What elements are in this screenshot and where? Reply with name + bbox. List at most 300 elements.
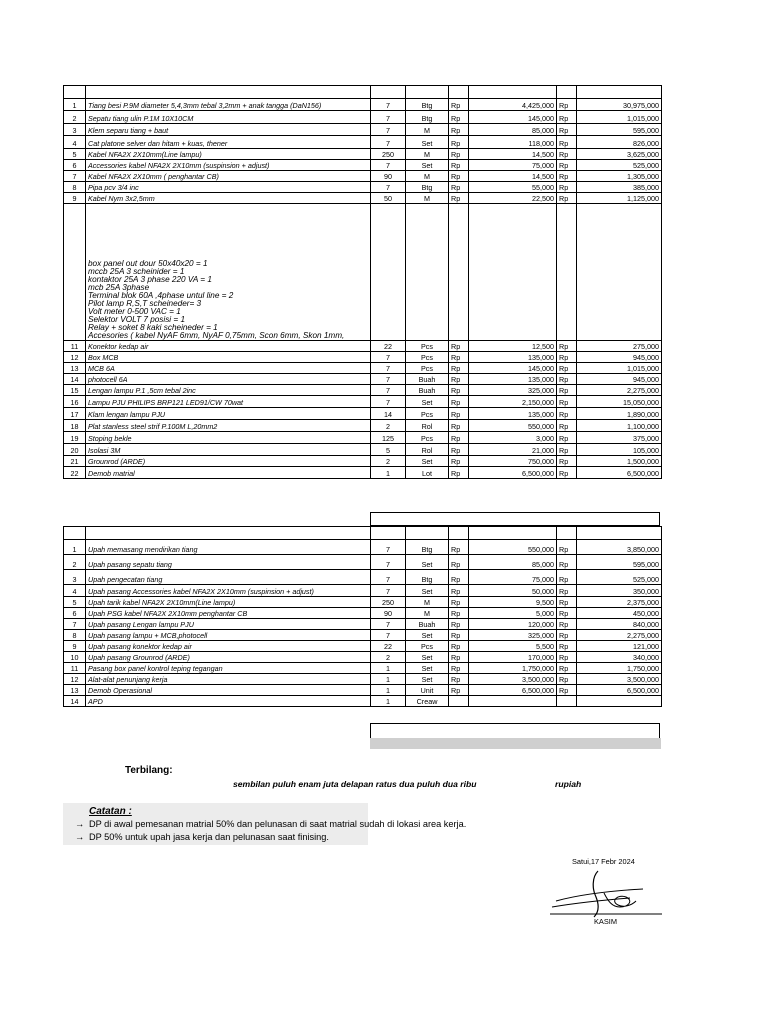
- cell-desc: Kabel Nym 3x2,5mm: [86, 193, 371, 204]
- cell-total: 945,000: [577, 374, 662, 385]
- cell-no: 21: [64, 456, 86, 467]
- cell-desc: Upah pasang lampu + MCB,photocell: [86, 630, 371, 641]
- cell-cur1: Rp: [449, 444, 469, 456]
- cell-cur2: Rp: [557, 641, 577, 652]
- cell-price: 550,000: [469, 540, 557, 555]
- cell-unit: Set: [406, 585, 449, 597]
- cell-unit: Buah: [406, 619, 449, 630]
- cell-cur1: Rp: [449, 585, 469, 597]
- cell-qty: 7: [371, 630, 406, 641]
- table-row: [64, 136, 662, 149]
- materials-table: [63, 85, 662, 479]
- cell-price: 118,000: [469, 136, 557, 149]
- signature-scribble-icon: [548, 867, 664, 919]
- terbilang-label: Terbilang:: [125, 765, 173, 776]
- cell-cur2: Rp: [557, 99, 577, 111]
- cell-price: 3,500,000: [469, 674, 557, 685]
- cell-desc: Cat platone selver dan hitam + kuas, thener: [86, 136, 371, 149]
- cell-price: 85,000: [469, 124, 557, 136]
- cell-desc: Upah pasang Accessories kabel NFA2X 2X10mm (suspinsion + adjust): [86, 585, 371, 597]
- table-row: [64, 570, 662, 585]
- cell-cur1: Rp: [449, 432, 469, 444]
- cell-price: 5,500: [469, 641, 557, 652]
- cell-no: 9: [64, 641, 86, 652]
- cell-qty: 7: [371, 570, 406, 585]
- cell-qty: 7: [371, 396, 406, 408]
- cell-no: 18: [64, 420, 86, 432]
- table-row: [64, 444, 662, 456]
- cell-price: 75,000: [469, 160, 557, 171]
- cell-unit: M: [406, 193, 449, 204]
- cell-price: 145,000: [469, 111, 557, 124]
- cell-no: 10: [64, 652, 86, 663]
- cell-price: 14,500: [469, 171, 557, 182]
- cell-cur2: Rp: [557, 674, 577, 685]
- cell-qty: 2: [371, 420, 406, 432]
- cell-desc: Upah memasang mendirikan tiang: [86, 540, 371, 555]
- cell-total: 6,500,000: [577, 685, 662, 696]
- cell-qty: 22: [371, 341, 406, 352]
- cell-no: 4: [64, 136, 86, 149]
- cell-price: 325,000: [469, 630, 557, 641]
- table-row: [64, 160, 662, 171]
- cell-cur1: Rp: [449, 149, 469, 160]
- cell-cur1: Rp: [449, 99, 469, 111]
- cell-unit: Pcs: [406, 408, 449, 420]
- cell-price: 22,500: [469, 193, 557, 204]
- cell-cur2: Rp: [557, 408, 577, 420]
- cell-unit: Lot: [406, 467, 449, 479]
- cell-price: 750,000: [469, 456, 557, 467]
- cell-qty: 1: [371, 696, 406, 707]
- cell-qty: 90: [371, 608, 406, 619]
- cell-total: 30,975,000: [577, 99, 662, 111]
- cell-desc: Upah pasang sepatu tiang: [86, 555, 371, 570]
- cell-desc: Grounrod (ARDE): [86, 456, 371, 467]
- cell-cur2: Rp: [557, 111, 577, 124]
- cell-no: 20: [64, 444, 86, 456]
- cell-cur2: Rp: [557, 352, 577, 363]
- table-row: [64, 619, 662, 630]
- table-row: [64, 149, 662, 160]
- cell-cur2: Rp: [557, 652, 577, 663]
- cell-qty: 7: [371, 111, 406, 124]
- cell-cur1: Rp: [449, 352, 469, 363]
- panel-line: mcb 25A 3phase: [88, 283, 150, 292]
- cell-unit: Set: [406, 630, 449, 641]
- table-header-row: [64, 527, 662, 540]
- cell-unit: M: [406, 171, 449, 182]
- cell-total: [577, 696, 662, 707]
- cell-total: 1,305,000: [577, 171, 662, 182]
- notes-title: Catatan :: [89, 806, 132, 817]
- table-row: [64, 182, 662, 193]
- cell-total: 350,000: [577, 585, 662, 597]
- cell-qty: 7: [371, 619, 406, 630]
- cell-unit: Pcs: [406, 432, 449, 444]
- cell-qty: 7: [371, 374, 406, 385]
- cell-desc: Accessories kabel NFA2X 2X10mm (suspinsion + adjust): [86, 160, 371, 171]
- cell-total: 840,000: [577, 619, 662, 630]
- cell-no: 22: [64, 467, 86, 479]
- table-row: [64, 171, 662, 182]
- cell-cur2: Rp: [557, 193, 577, 204]
- cell-desc: Demob matrial: [86, 467, 371, 479]
- cell-desc: Klam lengan lampu PJU: [86, 408, 371, 420]
- cell-unit: Set: [406, 396, 449, 408]
- cell-desc: Konektor kedap air: [86, 341, 371, 352]
- cell-price: 9,500: [469, 597, 557, 608]
- cell-price: 6,500,000: [469, 685, 557, 696]
- panel-line: Pilot lamp R,S,T scheineder= 3: [88, 299, 202, 308]
- cell-total: 945,000: [577, 352, 662, 363]
- cell-no: 8: [64, 182, 86, 193]
- cell-no: 7: [64, 171, 86, 182]
- cell-cur2: Rp: [557, 149, 577, 160]
- cell-cur2: Rp: [557, 385, 577, 396]
- cell-qty: 7: [371, 136, 406, 149]
- cell-no: 16: [64, 396, 86, 408]
- cell-cur1: Rp: [449, 408, 469, 420]
- cell-cur1: Rp: [449, 171, 469, 182]
- cell-price: 6,500,000: [469, 467, 557, 479]
- table-row: [64, 597, 662, 608]
- cell-price: 135,000: [469, 408, 557, 420]
- cell-no: 1: [64, 99, 86, 111]
- cell-desc: Upah pengecatan tiang: [86, 570, 371, 585]
- table-row: [64, 456, 662, 467]
- cell-no: 3: [64, 570, 86, 585]
- cell-cur2: [557, 696, 577, 707]
- cell-qty: 2: [371, 456, 406, 467]
- cell-desc: Upah pasang Lengan lampu PJU: [86, 619, 371, 630]
- cell-price: 12,500: [469, 341, 557, 352]
- cell-cur1: Rp: [449, 641, 469, 652]
- cell-no: 9: [64, 193, 86, 204]
- cell-total: 121,000: [577, 641, 662, 652]
- cell-total: 1,015,000: [577, 363, 662, 374]
- cell-unit: Rol: [406, 444, 449, 456]
- cell-cur2: Rp: [557, 396, 577, 408]
- cell-price: 3,000: [469, 432, 557, 444]
- cell-cur1: Rp: [449, 674, 469, 685]
- cell-no: 12: [64, 674, 86, 685]
- cell-total: 3,625,000: [577, 149, 662, 160]
- cell-price: 170,000: [469, 652, 557, 663]
- cell-cur2: Rp: [557, 420, 577, 432]
- table-row: [64, 663, 662, 674]
- cell-total: 105,000: [577, 444, 662, 456]
- arrow-icon: →: [75, 819, 85, 829]
- cell-cur2: Rp: [557, 467, 577, 479]
- table-row: [64, 352, 662, 363]
- cell-price: 550,000: [469, 420, 557, 432]
- cell-cur1: Rp: [449, 111, 469, 124]
- cell-desc: Upah pasang konektor kedap air: [86, 641, 371, 652]
- cell-cur1: Rp: [449, 193, 469, 204]
- cell-unit: Set: [406, 136, 449, 149]
- cell-cur1: Rp: [449, 597, 469, 608]
- signature-name: KASIM: [594, 917, 617, 926]
- cell-total: 2,275,000: [577, 630, 662, 641]
- cell-cur1: Rp: [449, 608, 469, 619]
- cell-qty: 7: [371, 124, 406, 136]
- cell-no: 17: [64, 408, 86, 420]
- cell-desc: photocell 6A: [86, 374, 371, 385]
- cell-no: 3: [64, 124, 86, 136]
- grand-total-bar: [370, 738, 661, 749]
- cell-cur1: Rp: [449, 456, 469, 467]
- cell-desc: Demob Operasional: [86, 685, 371, 696]
- cell-total: 15,050,000: [577, 396, 662, 408]
- labor-table: [63, 526, 662, 707]
- panel-line: Selektor VOLT 7 posisi = 1: [88, 315, 186, 324]
- note-item: [75, 819, 466, 829]
- cell-cur2: Rp: [557, 619, 577, 630]
- cell-total: 1,750,000: [577, 663, 662, 674]
- cell-cur2: Rp: [557, 171, 577, 182]
- cell-no: 14: [64, 696, 86, 707]
- cell-total: 2,375,000: [577, 597, 662, 608]
- cell-cur1: [449, 696, 469, 707]
- cell-unit: M: [406, 597, 449, 608]
- cell-price: 2,150,000: [469, 396, 557, 408]
- table-row: [64, 467, 662, 479]
- cell-cur1: Rp: [449, 374, 469, 385]
- cell-cur2: Rp: [557, 663, 577, 674]
- table-row: [64, 385, 662, 396]
- cell-total: 385,000: [577, 182, 662, 193]
- panel-line: kontaktor 25A 3 phase 220 VA = 1: [88, 275, 212, 284]
- cell-desc: Plat stanless steel strif P.100M L,20mm2: [86, 420, 371, 432]
- cell-total: 450,000: [577, 608, 662, 619]
- cell-desc: Upah pasang Grounrod (ARDE): [86, 652, 371, 663]
- cell-price: [469, 696, 557, 707]
- cell-total: 2,275,000: [577, 385, 662, 396]
- cell-total: 3,850,000: [577, 540, 662, 555]
- cell-total: 275,000: [577, 341, 662, 352]
- cell-qty: 22: [371, 641, 406, 652]
- cell-cur2: Rp: [557, 555, 577, 570]
- cell-cur1: Rp: [449, 685, 469, 696]
- terbilang-text: sembilan puluh enam juta delapan ratus dua puluh dua ribu: [233, 779, 477, 789]
- cell-qty: 7: [371, 555, 406, 570]
- cell-price: 14,500: [469, 149, 557, 160]
- cell-price: 1,750,000: [469, 663, 557, 674]
- cell-unit: Btg: [406, 99, 449, 111]
- cell-desc: Kabel NFA2X 2X10mm ( penghantar CB): [86, 171, 371, 182]
- cell-cur2: Rp: [557, 630, 577, 641]
- cell-no: 12: [64, 352, 86, 363]
- cell-unit: Buah: [406, 385, 449, 396]
- cell-total: 375,000: [577, 432, 662, 444]
- note-text: DP 50% untuk upah jasa kerja dan pelunasan saat finising.: [89, 832, 329, 842]
- cell-qty: 250: [371, 149, 406, 160]
- cell-unit: Btg: [406, 570, 449, 585]
- cell-price: 135,000: [469, 374, 557, 385]
- cell-total: 1,890,000: [577, 408, 662, 420]
- cell-qty: 250: [371, 597, 406, 608]
- cell-qty: 7: [371, 160, 406, 171]
- cell-no: 5: [64, 149, 86, 160]
- cell-cur1: Rp: [449, 540, 469, 555]
- cell-qty: 1: [371, 663, 406, 674]
- arrow-icon: →: [75, 832, 85, 842]
- cell-total: 6,500,000: [577, 467, 662, 479]
- cell-total: 3,500,000: [577, 674, 662, 685]
- cell-qty: 1: [371, 674, 406, 685]
- cell-cur2: Rp: [557, 685, 577, 696]
- cell-unit: Set: [406, 663, 449, 674]
- cell-qty: 7: [371, 363, 406, 374]
- cell-unit: Unit: [406, 685, 449, 696]
- cell-no: 13: [64, 685, 86, 696]
- cell-desc: Upah tarik kabel NFA2X 2X10mm(Line lampu): [86, 597, 371, 608]
- cell-cur1: Rp: [449, 630, 469, 641]
- cell-unit: Creaw: [406, 696, 449, 707]
- cell-qty: 7: [371, 540, 406, 555]
- cell-desc: Klem separu tiang + baut: [86, 124, 371, 136]
- cell-total: 1,125,000: [577, 193, 662, 204]
- panel-line: mccb 25A 3 scheinider = 1: [88, 267, 185, 276]
- table-row: [64, 652, 662, 663]
- cell-unit: Set: [406, 652, 449, 663]
- cell-price: 75,000: [469, 570, 557, 585]
- cell-no: 8: [64, 630, 86, 641]
- cell-qty: 7: [371, 99, 406, 111]
- cell-no: 7: [64, 619, 86, 630]
- cell-qty: 7: [371, 385, 406, 396]
- cell-unit: Btg: [406, 540, 449, 555]
- cell-unit: Pcs: [406, 352, 449, 363]
- cell-total: 1,015,000: [577, 111, 662, 124]
- cell-desc: MCB 6A: [86, 363, 371, 374]
- cell-total: 340,000: [577, 652, 662, 663]
- cell-cur2: Rp: [557, 585, 577, 597]
- cell-unit: Set: [406, 555, 449, 570]
- cell-cur1: Rp: [449, 160, 469, 171]
- cell-cur2: Rp: [557, 432, 577, 444]
- panel-item-row: [64, 204, 662, 341]
- cell-cur1: Rp: [449, 385, 469, 396]
- cell-cur1: Rp: [449, 136, 469, 149]
- cell-cur1: Rp: [449, 570, 469, 585]
- cell-no: 2: [64, 555, 86, 570]
- cell-cur2: Rp: [557, 456, 577, 467]
- panel-item-desc: [86, 204, 371, 341]
- panel-item-no: [64, 204, 86, 341]
- cell-desc: Upah PSG kabel NFA2X 2X10mm penghantar CB: [86, 608, 371, 619]
- cell-cur2: Rp: [557, 341, 577, 352]
- cell-cur1: Rp: [449, 124, 469, 136]
- cell-desc: Sepatu tiang ulin P.1M 10X10CM: [86, 111, 371, 124]
- materials-total-box: [370, 512, 660, 526]
- cell-no: 4: [64, 585, 86, 597]
- cell-total: 595,000: [577, 555, 662, 570]
- cell-price: 145,000: [469, 363, 557, 374]
- panel-line: Volt meter 0-500 VAC = 1: [88, 307, 181, 316]
- table-row: [64, 641, 662, 652]
- cell-qty: 1: [371, 685, 406, 696]
- cell-price: 50,000: [469, 585, 557, 597]
- cell-cur1: Rp: [449, 420, 469, 432]
- cell-desc: Lampu PJU PHILIPS BRP121 LED91/CW 70wat: [86, 396, 371, 408]
- cell-desc: Kabel NFA2X 2X10mm(Line lampu): [86, 149, 371, 160]
- cell-desc: Box MCB: [86, 352, 371, 363]
- cell-price: 135,000: [469, 352, 557, 363]
- cell-cur1: Rp: [449, 341, 469, 352]
- cell-cur2: Rp: [557, 374, 577, 385]
- cell-unit: Btg: [406, 111, 449, 124]
- signature-date: Satui,17 Febr 2024: [572, 857, 635, 866]
- cell-cur2: Rp: [557, 182, 577, 193]
- cell-desc: APD: [86, 696, 371, 707]
- cell-unit: Set: [406, 160, 449, 171]
- cell-unit: Pcs: [406, 341, 449, 352]
- cell-total: 595,000: [577, 124, 662, 136]
- cell-no: 19: [64, 432, 86, 444]
- table-row: [64, 341, 662, 352]
- cell-desc: Isolasi 3M: [86, 444, 371, 456]
- panel-line: Relay + soket 8 kaki scheineder = 1: [88, 323, 218, 332]
- cell-no: 2: [64, 111, 86, 124]
- cell-price: 85,000: [469, 555, 557, 570]
- cell-desc: Pasang box panel kontrol teping tegangan: [86, 663, 371, 674]
- cell-price: 21,000: [469, 444, 557, 456]
- table-row: [64, 396, 662, 408]
- cell-unit: Set: [406, 674, 449, 685]
- cell-cur2: Rp: [557, 597, 577, 608]
- table-row: [64, 124, 662, 136]
- note-text: DP di awal pemesanan matrial 50% dan pelunasan di saat matrial sudah di lokasi area kerja.: [89, 819, 467, 829]
- cell-qty: 7: [371, 352, 406, 363]
- table-row: [64, 608, 662, 619]
- cell-no: 6: [64, 160, 86, 171]
- cell-total: 826,000: [577, 136, 662, 149]
- table-row: [64, 685, 662, 696]
- cell-desc: Pipa pcv 3/4 inc: [86, 182, 371, 193]
- table-row: [64, 696, 662, 707]
- cell-qty: 14: [371, 408, 406, 420]
- cell-unit: M: [406, 608, 449, 619]
- table-row: [64, 99, 662, 111]
- table-row: [64, 540, 662, 555]
- cell-no: 6: [64, 608, 86, 619]
- labor-total-box: [370, 723, 660, 739]
- cell-cur2: Rp: [557, 160, 577, 171]
- cell-desc: Stoping bekle: [86, 432, 371, 444]
- cell-cur2: Rp: [557, 570, 577, 585]
- cell-qty: 7: [371, 585, 406, 597]
- cell-unit: Buah: [406, 374, 449, 385]
- cell-unit: Btg: [406, 182, 449, 193]
- cell-cur1: Rp: [449, 652, 469, 663]
- table-row: [64, 585, 662, 597]
- panel-line: Accesories ( kabel NyAF 6mm, NyAF 0,75mm, Scon 6mm, Skon 1mm,: [88, 331, 345, 340]
- cell-qty: 1: [371, 467, 406, 479]
- cell-cur1: Rp: [449, 467, 469, 479]
- cell-qty: 50: [371, 193, 406, 204]
- table-row: [64, 193, 662, 204]
- cell-cur2: Rp: [557, 124, 577, 136]
- table-row: [64, 555, 662, 570]
- cell-cur1: Rp: [449, 619, 469, 630]
- cell-unit: M: [406, 124, 449, 136]
- cell-cur1: Rp: [449, 182, 469, 193]
- cell-qty: 7: [371, 182, 406, 193]
- terbilang-currency: rupiah: [555, 779, 582, 789]
- cell-unit: Set: [406, 456, 449, 467]
